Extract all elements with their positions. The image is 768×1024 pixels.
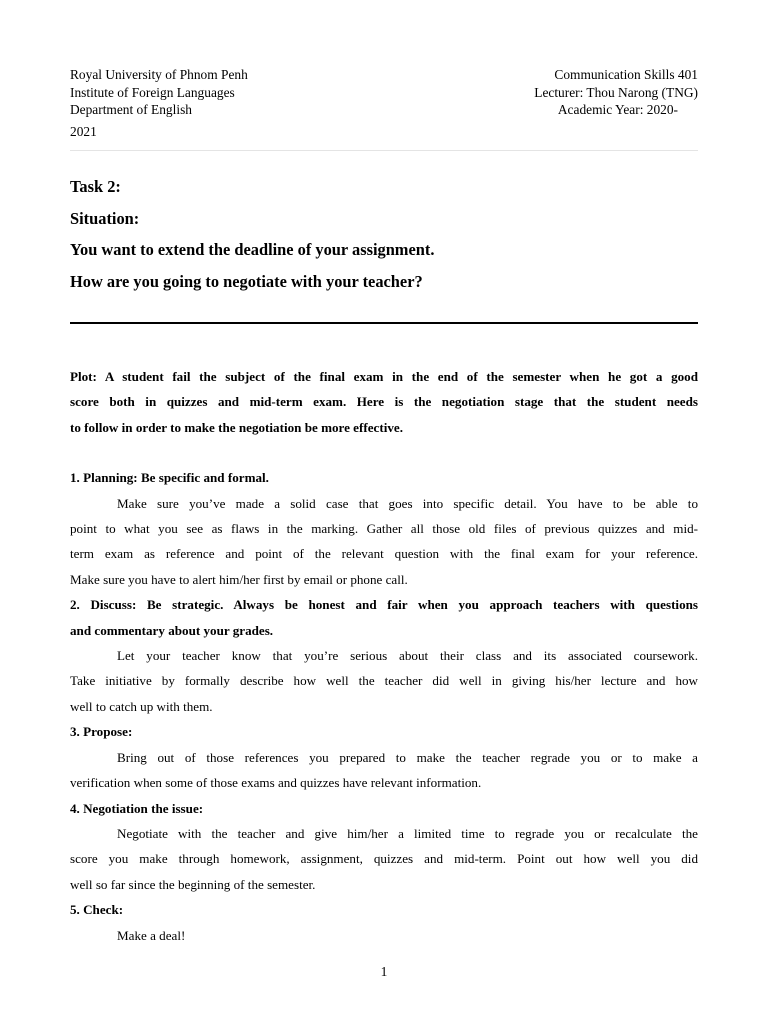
step-propose [70, 719, 698, 795]
step-heading: 5. Check: [70, 902, 124, 918]
course-name: Communication Skills 401 [554, 67, 698, 82]
paragraph-line: Make a deal! [117, 927, 186, 943]
paragraph-line: Let your teacher know that you’re serious about their class and its associated coursework. [117, 648, 698, 664]
situation-label: Situation: [70, 208, 140, 228]
paragraph-line: well so far since the beginning of the semester. [70, 876, 316, 892]
section-divider [70, 322, 698, 324]
plot-paragraph [70, 364, 698, 440]
paragraph-line: Make sure you have to alert him/her first by email or phone call. [70, 571, 408, 587]
task-title: Task 2: [70, 177, 121, 196]
step-planning [70, 465, 698, 592]
situation-line-1: You want to extend the deadline of your assignment. [70, 240, 435, 259]
header-divider [70, 150, 698, 151]
lecturer-name: Lecturer: Thou Narong (TNG) [534, 84, 698, 100]
situation-line-2: How are you going to negotiate with your teacher? [70, 271, 423, 291]
step-negotiation [70, 796, 698, 898]
step-heading-continued: and commentary about your grades. [70, 622, 274, 638]
paragraph-line: point to what you see as flaws in the marking. Gather all those old files of previous quizzes and mid- [70, 521, 698, 537]
plot-line: score both in quizzes and mid-term exam. Here is the negotiation stage that the student needs [70, 394, 698, 410]
plot-line: Plot: A student fail the subject of the final exam in the end of the semester when he got a good [70, 369, 698, 384]
step-heading: 2. Discuss: Be strategic. Always be honest and fair when you approach teachers with questions [70, 597, 698, 613]
document-header [70, 66, 698, 119]
document-body [70, 364, 698, 948]
university-name: Royal University of Phnom Penh [70, 67, 248, 82]
paragraph-line: well to catch up with them. [70, 698, 213, 714]
step-heading: 1. Planning: Be specific and formal. [70, 470, 269, 486]
paragraph-line: term exam as reference and point of the relevant question with the final exam for your reference. [70, 546, 698, 562]
step-heading: 3. Propose: [70, 724, 133, 740]
paragraph-line: Take initiative by formally describe how well the teacher did well in giving his/her lecture and how [70, 673, 698, 689]
page-number: 1 [380, 964, 388, 979]
paragraph-line: Negotiate with the teacher and give him/her a limited time to regrade you or recalculate the [117, 825, 698, 841]
paragraph-line: Bring out of those references you prepared to make the teacher regrade you or to make a [117, 749, 698, 765]
paragraph-line: Make sure you’ve made a solid case that goes into specific detail. You have to be able to [117, 495, 698, 511]
department-name: Department of English [70, 102, 192, 117]
academic-year: Academic Year: 2020- [557, 102, 678, 117]
task-block [70, 176, 698, 302]
paragraph-line: score you make through homework, assignment, quizzes and mid-term. Point out how well you did [70, 851, 698, 867]
step-check [70, 897, 698, 948]
institute-name: Institute of Foreign Languages [70, 84, 235, 100]
paragraph-line: verification when some of those exams and quizzes have relevant information. [70, 775, 482, 791]
step-discuss [70, 592, 698, 719]
academic-year-continued: 2021 [70, 124, 97, 139]
plot-line: to follow in order to make the negotiation be more effective. [70, 419, 403, 435]
step-heading: 4. Negotiation the issue: [70, 800, 204, 816]
